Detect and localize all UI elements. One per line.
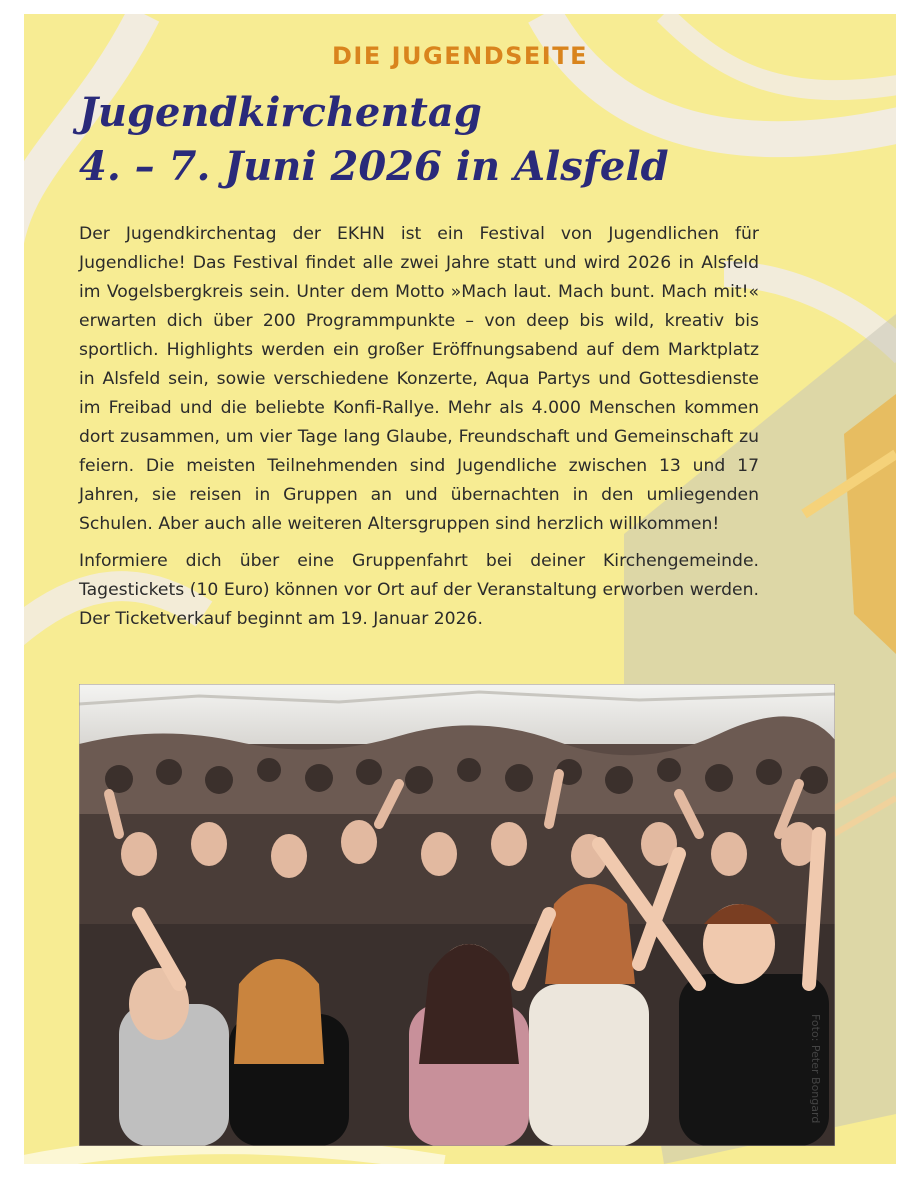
- title-line-1: Jugendkirchentag: [79, 89, 482, 136]
- page: [24, 14, 896, 1164]
- article-body: [79, 220, 759, 642]
- crowd-photo: [79, 684, 835, 1146]
- page-title: [79, 86, 669, 194]
- crowd-photo-illustration: [79, 684, 835, 1146]
- paragraph-info: Informiere dich über eine Gruppenfahrt bei deiner Kirchengemeinde. Tagestickets (10 Euro) können vor Ort auf der Veranstaltung erworben werden. Der Ticketverkauf beginnt am 19. Januar 2026.: [79, 551, 759, 629]
- photo-credit: Foto: Peter Bongard: [809, 1014, 822, 1124]
- paragraph-intro: Der Jugendkirchentag der EKHN ist ein Festival von Jugendlichen für Jugendliche! Das Festival findet alle zwei Jahre statt und wird 2026 in Alsfeld im Vogelsbergkreis sein. Unter dem Motto »Mach laut. Mach bunt. Mach mit!« erwarten dich über 200 Programmpunkte – von deep bis wild, kreativ bis sportlich. Highlights werden ein großer Eröffnungsabend auf dem Marktplatz in Alsfeld sein, sowie verschiedene Konzerte, Aqua Partys und Gottesdienste im Freibad und die beliebte Konfi-Rallye. Mehr als 4.000 Menschen kommen dort zusammen, um vier Tage lang Glaube, Freundschaft und Gemeinschaft zu feiern. Die meisten Teilnehmenden sind Jugendliche zwischen 13 und 17 Jahren, sie reisen in Gruppen an und übernachten in den umliegenden Schulen. Aber auch alle weiteren Altersgruppen sind herzlich willkommen!: [79, 224, 759, 534]
- title-line-2: 4. – 7. Juni 2026 in Alsfeld: [79, 143, 669, 190]
- section-kicker: DIE JUGENDSEITE: [332, 42, 588, 70]
